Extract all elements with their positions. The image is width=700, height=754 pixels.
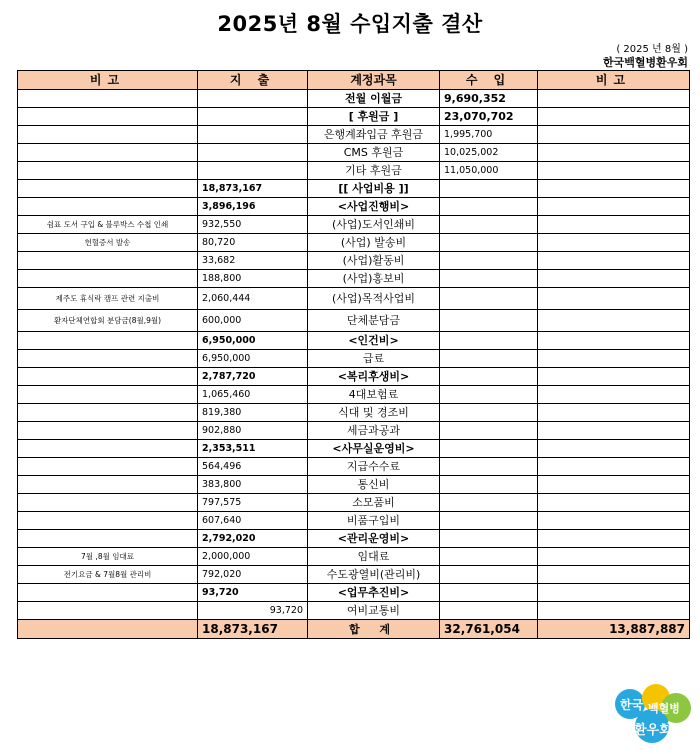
cell-expense: [198, 90, 308, 108]
cell-memo: [18, 458, 198, 476]
cell-account: <사업진행비>: [308, 198, 440, 216]
cell-income: [440, 216, 538, 234]
cell-memo-2: [538, 548, 690, 566]
cell-memo: [18, 584, 198, 602]
cell-memo: [18, 270, 198, 288]
table-row: [18, 530, 690, 548]
cell-expense: 18,873,167: [198, 180, 308, 198]
table-row: [18, 288, 690, 310]
cell-account: (사업)홍보비: [308, 270, 440, 288]
cell-income: 1,995,700: [440, 126, 538, 144]
cell-memo: [18, 422, 198, 440]
cell-income: [440, 566, 538, 584]
cell-memo: [18, 386, 198, 404]
table-header-row: [18, 71, 690, 90]
cell-expense: 2,060,444: [198, 288, 308, 310]
cell-memo: [18, 332, 198, 350]
total-label: 합 계: [308, 620, 440, 639]
cell-memo-2: [538, 216, 690, 234]
table-row: [18, 310, 690, 332]
total-expense: 18,873,167: [198, 620, 308, 639]
cell-memo-2: [538, 404, 690, 422]
cell-income: [440, 512, 538, 530]
table-row: [18, 216, 690, 234]
cell-expense: 797,575: [198, 494, 308, 512]
cell-income: 10,025,002: [440, 144, 538, 162]
cell-income: 11,050,000: [440, 162, 538, 180]
cell-memo-2: [538, 494, 690, 512]
cell-income: 23,070,702: [440, 108, 538, 126]
cell-income: [440, 386, 538, 404]
logo-text-3: 환우회: [634, 723, 672, 738]
cell-expense: 80,720: [198, 234, 308, 252]
cell-expense: 792,020: [198, 566, 308, 584]
cell-income: [440, 602, 538, 620]
table-row: [18, 512, 690, 530]
total-memo: [18, 620, 198, 639]
cell-memo-2: [538, 422, 690, 440]
cell-income: [440, 476, 538, 494]
cell-memo: 제주도 휴식락 캠프 관련 지출비: [18, 288, 198, 310]
table-row: [18, 368, 690, 386]
cell-memo-2: [538, 90, 690, 108]
cell-account: 지급수수료: [308, 458, 440, 476]
report-title: 2025년 8월 수입지출 결산: [217, 12, 483, 36]
table-row: [18, 198, 690, 216]
cell-account: 은행계좌입금 후원금: [308, 126, 440, 144]
cell-account: <인건비>: [308, 332, 440, 350]
cell-memo: [18, 90, 198, 108]
cell-expense: 3,896,196: [198, 198, 308, 216]
cell-memo: [18, 350, 198, 368]
table-row: [18, 180, 690, 198]
cell-expense: 33,682: [198, 252, 308, 270]
cell-account: 수도광열비(관리비): [308, 566, 440, 584]
cell-expense: 2,792,020: [198, 530, 308, 548]
cell-memo: [18, 144, 198, 162]
cell-memo-2: [538, 198, 690, 216]
cell-income: [440, 270, 538, 288]
logo-text-2: 백혈병: [648, 702, 680, 715]
cell-account: 임대료: [308, 548, 440, 566]
cell-memo: [18, 512, 198, 530]
cell-memo-2: [538, 126, 690, 144]
cell-account: 전월 이월금: [308, 90, 440, 108]
cell-expense: [198, 108, 308, 126]
table-row: [18, 440, 690, 458]
cell-income: 9,690,352: [440, 90, 538, 108]
cell-account: 기타 후원금: [308, 162, 440, 180]
cell-memo: [18, 404, 198, 422]
cell-account: [ 후원금 ]: [308, 108, 440, 126]
table-row: [18, 404, 690, 422]
cell-income: [440, 252, 538, 270]
cell-account: (사업)목적사업비: [308, 288, 440, 310]
total-balance: 13,887,887: [538, 620, 690, 639]
cell-memo: [18, 126, 198, 144]
cell-expense: 383,800: [198, 476, 308, 494]
header-account: 계정과목: [308, 71, 440, 90]
cell-income: [440, 288, 538, 310]
cell-expense: 93,720: [198, 584, 308, 602]
cell-memo: [18, 162, 198, 180]
cell-memo-2: [538, 602, 690, 620]
table-row: [18, 332, 690, 350]
cell-memo: [18, 476, 198, 494]
cell-income: [440, 332, 538, 350]
table-row: [18, 144, 690, 162]
cell-memo: [18, 530, 198, 548]
cell-account: <복리후생비>: [308, 368, 440, 386]
cell-memo-2: [538, 530, 690, 548]
cell-account: 여비교통비: [308, 602, 440, 620]
cell-income: [440, 310, 538, 332]
cell-account: 소모품비: [308, 494, 440, 512]
total-row: [18, 620, 690, 639]
cell-account: <사무실운영비>: [308, 440, 440, 458]
cell-expense: 564,496: [198, 458, 308, 476]
cell-account: 통신비: [308, 476, 440, 494]
cell-memo-2: [538, 162, 690, 180]
cell-memo-2: [538, 566, 690, 584]
settlement-table-body: [18, 71, 690, 620]
cell-memo: 쉼표 도서 구입 & 블루박스 수첩 인쇄: [18, 216, 198, 234]
cell-expense: 93,720: [198, 602, 308, 620]
cell-account: 단체분담금: [308, 310, 440, 332]
cell-memo: 헌혈증서 발송: [18, 234, 198, 252]
cell-income: [440, 548, 538, 566]
table-row: [18, 422, 690, 440]
cell-memo: 환자단체연합회 분담금(8월,9월): [18, 310, 198, 332]
table-row: [18, 494, 690, 512]
cell-memo: [18, 368, 198, 386]
cell-income: [440, 440, 538, 458]
cell-income: [440, 368, 538, 386]
table-row: [18, 126, 690, 144]
cell-account: 급료: [308, 350, 440, 368]
header-memo: 비고: [18, 71, 198, 90]
cell-memo-2: [538, 252, 690, 270]
cell-memo-2: [538, 108, 690, 126]
cell-memo: 전기요금 & 7월8월 관리비: [18, 566, 198, 584]
table-row: [18, 566, 690, 584]
table-row: [18, 584, 690, 602]
organization-name: 한국백혈병환우회: [602, 56, 688, 69]
cell-memo: [18, 494, 198, 512]
table-row: [18, 270, 690, 288]
cell-memo: [18, 180, 198, 198]
table-row: [18, 252, 690, 270]
cell-account: [[ 사업비용 ]]: [308, 180, 440, 198]
cell-memo-2: [538, 234, 690, 252]
table-row: [18, 602, 690, 620]
cell-expense: 902,880: [198, 422, 308, 440]
report-period: ( 2025 년 8월 ): [616, 44, 688, 55]
cell-income: [440, 404, 538, 422]
cell-income: [440, 584, 538, 602]
header-income: 수 입: [440, 71, 538, 90]
cell-account: (사업) 발송비: [308, 234, 440, 252]
organization-logo: [612, 682, 694, 746]
cell-expense: 932,550: [198, 216, 308, 234]
cell-income: [440, 422, 538, 440]
cell-income: [440, 530, 538, 548]
cell-income: [440, 350, 538, 368]
table-row: [18, 458, 690, 476]
cell-account: 식대 및 경조비: [308, 404, 440, 422]
table-row: [18, 90, 690, 108]
cell-expense: [198, 144, 308, 162]
table-row: [18, 386, 690, 404]
cell-account: 비품구입비: [308, 512, 440, 530]
cell-expense: 6,950,000: [198, 350, 308, 368]
cell-memo-2: [538, 458, 690, 476]
cell-memo-2: [538, 288, 690, 310]
cell-memo-2: [538, 386, 690, 404]
table-row: [18, 108, 690, 126]
cell-account: (사업)도서인쇄비: [308, 216, 440, 234]
cell-memo: [18, 198, 198, 216]
cell-memo: [18, 108, 198, 126]
cell-income: [440, 494, 538, 512]
cell-account: 4대보험료: [308, 386, 440, 404]
cell-expense: [198, 162, 308, 180]
cell-account: <업무추진비>: [308, 584, 440, 602]
cell-expense: 2,000,000: [198, 548, 308, 566]
table-row: [18, 162, 690, 180]
header-memo-2: 비고: [538, 71, 690, 90]
table-row: [18, 350, 690, 368]
table-row: [18, 234, 690, 252]
logo-text-1: 한국: [620, 698, 644, 712]
cell-expense: 607,640: [198, 512, 308, 530]
cell-memo: 7월 ,8월 임대료: [18, 548, 198, 566]
cell-expense: 188,800: [198, 270, 308, 288]
cell-expense: 2,787,720: [198, 368, 308, 386]
cell-income: [440, 234, 538, 252]
cell-income: [440, 458, 538, 476]
cell-expense: 2,353,511: [198, 440, 308, 458]
cell-memo-2: [538, 584, 690, 602]
cell-memo-2: [538, 180, 690, 198]
cell-expense: 819,380: [198, 404, 308, 422]
cell-memo: [18, 252, 198, 270]
cell-memo: [18, 440, 198, 458]
cell-memo-2: [538, 310, 690, 332]
settlement-table: [17, 70, 690, 639]
header-expense: 지 출: [198, 71, 308, 90]
cell-expense: [198, 126, 308, 144]
cell-income: [440, 198, 538, 216]
cell-memo-2: [538, 350, 690, 368]
cell-memo-2: [538, 332, 690, 350]
cell-memo-2: [538, 512, 690, 530]
cell-account: (사업)활동비: [308, 252, 440, 270]
table-row: [18, 548, 690, 566]
cell-account: CMS 후원금: [308, 144, 440, 162]
total-income: 32,761,054: [440, 620, 538, 639]
cell-memo: [18, 602, 198, 620]
cell-income: [440, 180, 538, 198]
cell-expense: 1,065,460: [198, 386, 308, 404]
cell-account: 세금과공과: [308, 422, 440, 440]
cell-memo-2: [538, 144, 690, 162]
cell-expense: 6,950,000: [198, 332, 308, 350]
cell-memo-2: [538, 368, 690, 386]
table-row: [18, 476, 690, 494]
cell-memo-2: [538, 476, 690, 494]
cell-memo-2: [538, 440, 690, 458]
cell-account: <관리운영비>: [308, 530, 440, 548]
cell-memo-2: [538, 270, 690, 288]
cell-expense: 600,000: [198, 310, 308, 332]
